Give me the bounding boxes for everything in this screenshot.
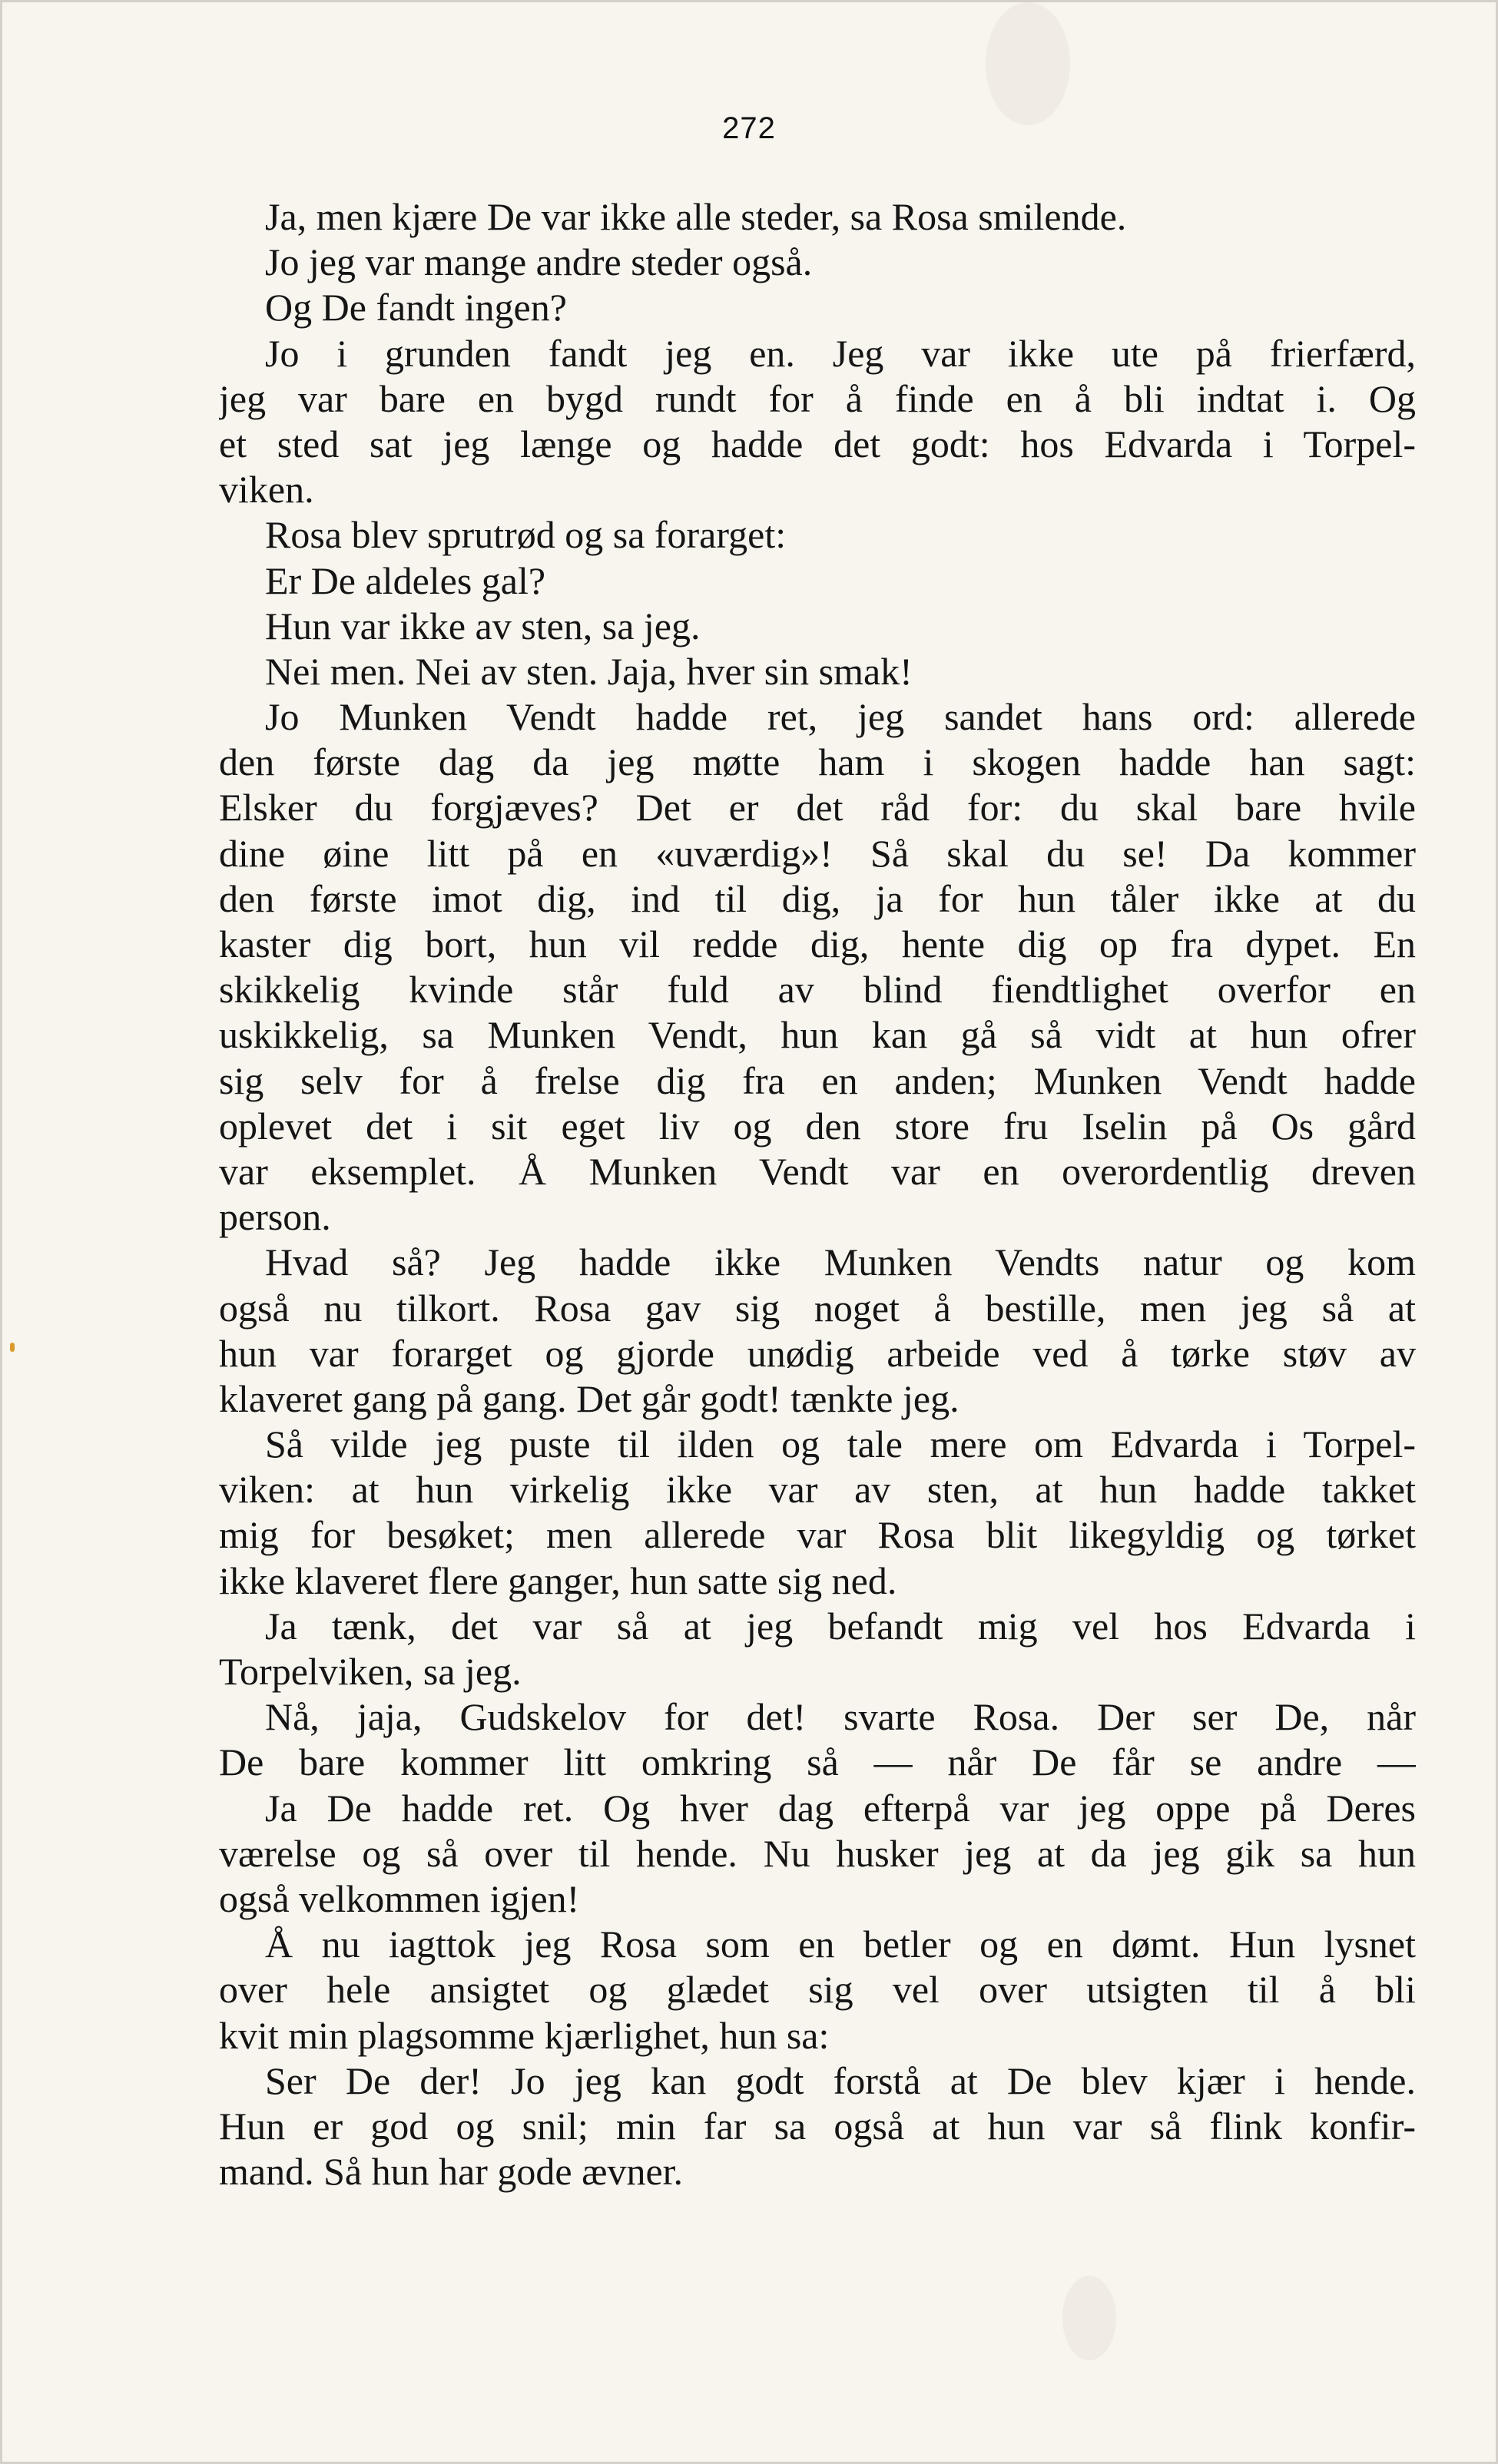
text-line: Ja De hadde ret. Og hver dag efterpå var jeg oppe på Deres bbox=[265, 1786, 1416, 1830]
text-line: også velkommen igjen! bbox=[219, 1876, 580, 1920]
text-line: oplevet det i sit eget liv og den store fru Iselin på Os gård bbox=[219, 1104, 1416, 1148]
text-line: Og De fandt ingen? bbox=[265, 286, 567, 330]
text-line: den første dag da jeg møtte ham i skogen hadde han sagt: bbox=[219, 740, 1416, 784]
text-line: skikkelig kvinde står fuld av blind fiendtlighet overfor en bbox=[219, 968, 1416, 1012]
text-line: uskikkelig, sa Munken Vendt, hun kan gå så vidt at hun ofrer bbox=[219, 1013, 1416, 1057]
text-line: Nå, jaja, Gudskelov for det! svarte Rosa. Der ser De, når bbox=[265, 1695, 1416, 1739]
text-line: Ja, men kjære De var ikke alle steder, sa Rosa smilende. bbox=[265, 195, 1127, 238]
text-line: Hun var ikke av sten, sa jeg. bbox=[265, 604, 701, 647]
body-text bbox=[219, 194, 1416, 2194]
text-line: over hele ansigtet og glædet sig vel over utsigten til å bli bbox=[219, 1968, 1416, 2012]
text-line: Elsker du forgjæves? Det er det råd for: du skal bare hvile bbox=[219, 786, 1416, 830]
text-line: et sted sat jeg længe og hadde det godt: hos Edvarda i Torpel- bbox=[219, 422, 1416, 465]
text-line: Nei men. Nei av sten. Jaja, hver sin smak! bbox=[265, 649, 913, 693]
text-line: De bare kommer litt omkring så — når De får se andre — bbox=[219, 1740, 1416, 1784]
text-line: Ser De der! Jo jeg kan godt forstå at De blev kjær i hende. bbox=[265, 2058, 1416, 2102]
text-line: Jo i grunden fandt jeg en. Jeg var ikke ute på frierfærd, bbox=[265, 331, 1416, 375]
text-line: Er De aldeles gal? bbox=[265, 558, 546, 602]
text-line: Så vilde jeg puste til ilden og tale mere om Edvarda i Torpel- bbox=[265, 1422, 1416, 1466]
text-line: hun var forarget og gjorde unødig arbeide ved å tørke støv av bbox=[219, 1331, 1416, 1375]
paper-stain bbox=[1062, 2276, 1116, 2360]
text-line: mand. Så hun har gode ævner. bbox=[219, 2150, 684, 2194]
text-line: sig selv for å frelse dig fra en anden; Munken Vendt hadde bbox=[219, 1058, 1416, 1102]
page-number: 272 bbox=[722, 111, 776, 145]
text-line: person. bbox=[219, 1195, 331, 1239]
text-line: Å nu iagttok jeg Rosa som en betler og en dømt. Hun lysnet bbox=[265, 1923, 1416, 1966]
text-line: Ja tænk, det var så at jeg befandt mig vel hos Edvarda i bbox=[265, 1604, 1416, 1648]
text-line: ikke klaveret flere ganger, hun satte sig ned. bbox=[219, 1558, 897, 1602]
text-line: dine øine litt på en «uværdig»! Så skal du se! Da kommer bbox=[219, 831, 1416, 875]
text-line: Rosa blev sprutrød og sa forarget: bbox=[265, 513, 787, 557]
paper-mark bbox=[10, 1343, 15, 1352]
text-line: viken. bbox=[219, 468, 314, 512]
text-line: Jo Munken Vendt hadde ret, jeg sandet hans ord: allerede bbox=[265, 695, 1416, 739]
text-line: viken: at hun virkelig ikke var av sten, at hun hadde takket bbox=[219, 1468, 1416, 1512]
text-line: jeg var bare en bygd rundt for å finde en å bli indtat i. Og bbox=[219, 376, 1416, 420]
paper-stain bbox=[986, 2, 1070, 125]
text-line: Torpelviken, sa jeg. bbox=[219, 1650, 522, 1693]
text-line: den første imot dig, ind til dig, ja for hun tåler ikke at du bbox=[219, 876, 1416, 920]
text-line: Jo jeg var mange andre steder også. bbox=[265, 240, 813, 284]
text-line: kvit min plagsomme kjærlighet, hun sa: bbox=[219, 2013, 830, 2057]
text-line: værelse og så over til hende. Nu husker jeg at da jeg gik sa hun bbox=[219, 1831, 1416, 1875]
text-line: Hvad så? Jeg hadde ikke Munken Vendts natur og kom bbox=[265, 1240, 1416, 1284]
text-line: Hun er god og snil; min far sa også at hun var så flink konfir- bbox=[219, 2104, 1416, 2148]
text-line: også nu tilkort. Rosa gav sig noget å bestille, men jeg så at bbox=[219, 1286, 1416, 1330]
text-line: klaveret gang på gang. Det går godt! tænkte jeg. bbox=[219, 1376, 959, 1420]
text-line: mig for besøket; men allerede var Rosa blit likegyldig og tørket bbox=[219, 1513, 1416, 1557]
text-line: kaster dig bort, hun vil redde dig, hente dig op fra dypet. En bbox=[219, 922, 1416, 965]
text-line: var eksemplet. Å Munken Vendt var en overordentlig dreven bbox=[219, 1149, 1416, 1193]
